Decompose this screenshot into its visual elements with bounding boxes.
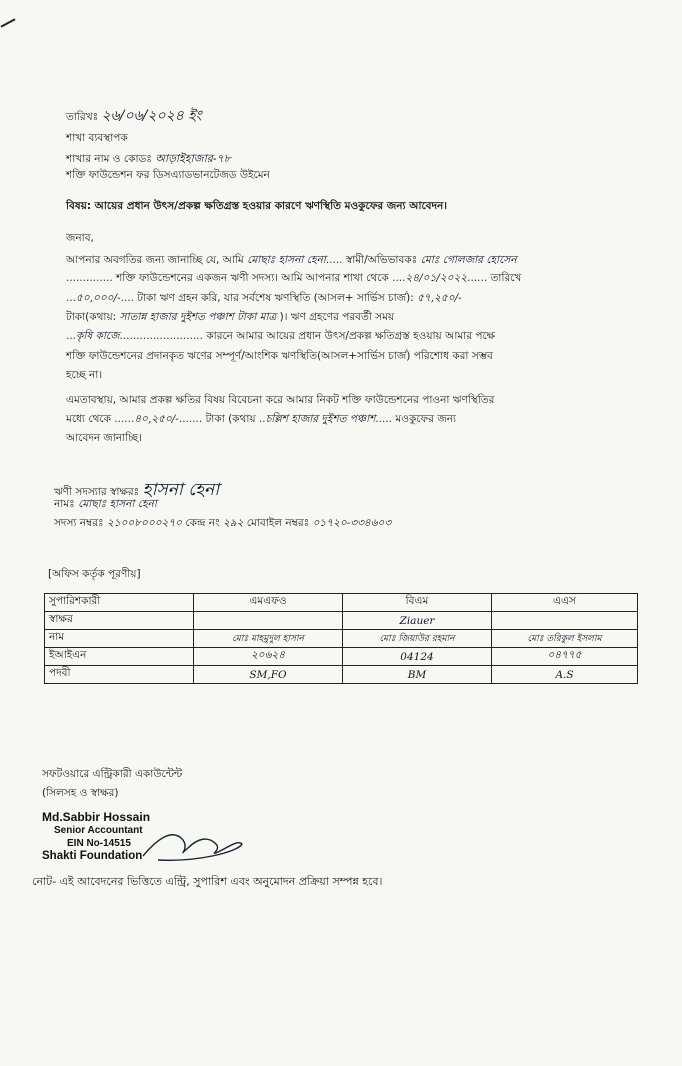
stamp-org: Shakti Foundation (42, 850, 143, 862)
table-cell (492, 612, 638, 630)
outstanding-words-field: সাতান্ন হাজার দুইশত পঞ্চাশ টাকা মাত্র (119, 311, 277, 323)
outstanding-field: ৫৭,২৫০/- (417, 292, 462, 304)
reason-field: কৃষি কাজে (76, 330, 120, 342)
body-text: )। ঋণ গ্রহণের পরবর্তী সময় (279, 311, 395, 323)
center-label: কেন্দ্র নং (185, 517, 220, 529)
body-text: তারিখে (490, 272, 522, 284)
row-label: স্বাক্ষর (45, 612, 194, 630)
body-line-6: শক্তি ফাউন্ডেশনের প্রদানকৃত ঋণের সম্পূর্ণ/আংশিক ঋণস্থিতি(আসল+সার্ভিস চার্জ) পরিশোধ করা সম্ভব (66, 350, 493, 362)
table-header: সুপারিশকারী (45, 594, 194, 612)
member-no-label: সদস্য নম্বরঃ (54, 517, 104, 529)
table-header: বিএম (343, 594, 492, 612)
body-line-8: এমতাবস্থায়, আমার প্রকল্প ক্ষতির বিষয় বিবেচনা করে আমার নিকট শক্তি ফাউন্ডেশনের পাওনা ঋণস্থিতির (66, 394, 495, 406)
stamp-name: Md.Sabbir Hossain (42, 810, 151, 824)
table-row (45, 612, 638, 630)
table-row (45, 630, 638, 648)
accountant-seal-note: (সিলসহ ও স্বাক্ষর) (42, 787, 119, 799)
mobile-label: মোবাইল নম্বরঃ (246, 517, 310, 529)
stamp-ein: EIN No-14515 (67, 838, 131, 849)
table-cell: ২০৬২৪ (194, 648, 343, 666)
body-text: টাকা ঋণ গ্রহন করি, যার সর্বশেষ ঋণস্থিতি (আসল+ সার্ভিস চার্জ): (137, 292, 414, 304)
table-cell: A.S (492, 666, 638, 684)
body-line-7: হচ্ছে না। (66, 369, 103, 381)
member-name-line (54, 497, 157, 514)
table-cell: 04124 (343, 648, 492, 666)
body-text: টাকা(কথায়: (66, 311, 117, 323)
table-cell (194, 612, 343, 630)
table-cell: মোঃ তরিকুল ইসলাম (492, 630, 638, 648)
body-text: স্বামী/অভিভাবকঃ (345, 254, 418, 266)
table-cell: ০৪৭৭৫ (492, 648, 638, 666)
row-label: নাম (45, 630, 194, 648)
table-row (45, 666, 638, 684)
member-no-value: ২১০০৮০০০২৭০ (106, 517, 183, 529)
branch-line (66, 150, 231, 169)
branch-label: শাখার নাম ও কোডঃ (66, 153, 152, 165)
greeting: জনাব, (66, 232, 94, 244)
table-cell: মোঃ মাহমুদুল হাসান (194, 630, 343, 648)
body-line-3: ...৫০,০০০/-.... টাকা ঋণ গ্রহন করি, যার সর্বশেষ ঋণস্থিতি (আসল+ সার্ভিস চার্জ): ৫৭,২৫০/- (66, 292, 462, 304)
waiver-amount-field: ৪০,২৫০/- (134, 413, 179, 425)
table-header: এমএফও (194, 594, 343, 612)
footer-note: নোট- এই আবেদনের ভিত্তিতে এন্ট্রি, সুপারিশ এবং অনুমোদন প্রক্রিয়া সম্পন্ন হবে। (32, 875, 383, 888)
table-cell: BM (343, 666, 492, 684)
body-text: মধ্যে থেকে (66, 413, 111, 425)
branch-value: আড়াইহাজার-৭৮ (155, 152, 231, 165)
recipient-line: শাখা ব্যবস্থাপক (66, 132, 128, 144)
member-name-value: মোছাঃ হাসনা হেনা (78, 498, 157, 510)
subject-line: বিষয়: আয়ের প্রধান উৎস/প্রকল্প ক্ষতিগ্রস্ত হওয়ার কারণে ঋণস্থিতি মওকুফের জন্য আবেদন। (66, 200, 448, 212)
table-header: এএস (492, 594, 638, 612)
recommendation-table (44, 593, 638, 684)
body-line-9: মধ্যে থেকে ......৪০,২৫০/-....... টাকা (কথায় ..চল্লিশ হাজার দুইশত পঞ্চাশ..... মওকুফের জন্য (66, 413, 457, 425)
member-signature: হাসনা হেনা (142, 480, 220, 500)
date-line (66, 104, 202, 128)
table-row (45, 648, 638, 666)
table-cell: মোঃ জিয়াউর রহমান (343, 630, 492, 648)
body-text: শক্তি ফাউন্ডেশনের একজন ঋণী সদস্য। আমি আপনার শাখা থেকে (116, 272, 389, 284)
center-value: ২৯২ (222, 517, 244, 529)
office-use-label: [অফিস কর্তৃক পূরণীয়] (48, 568, 141, 580)
body-line-10: আবেদন জানাচ্ছি। (66, 432, 142, 444)
row-label: পদবী (45, 666, 194, 684)
name-label: নামঃ (54, 498, 75, 510)
date-label: তারিখঃ (66, 111, 99, 123)
accountant-signature (138, 818, 248, 868)
body-text: আপনার অবগতির জন্য জানাচ্ছি যে, আমি (66, 254, 244, 266)
member-id-line (54, 516, 391, 533)
table-header-row (45, 594, 638, 612)
waiver-words-field: চল্লিশ হাজার দুইশত পঞ্চাশ (265, 413, 376, 425)
body-text: কারনে আমার আয়ের প্রধান উৎস/প্রকল্প ক্ষতিগ্রস্ত হওয়ায় আমার পক্ষে (206, 330, 496, 342)
loan-amount-field: ৫০,০০০/- (76, 292, 121, 304)
body-line-5: ...কৃষি কাজে......................... কারনে আমার আয়ের প্রধান উৎস/প্রকল্প ক্ষতিগ্রস্ত হওয়ায় আমার পক্ষে (66, 330, 496, 342)
mobile-value: ০১৭২০-৩৩৪৬০৩ (312, 517, 392, 529)
body-line-1: আপনার অবগতির জন্য জানাচ্ছি যে, আমি মোছাঃ হাসনা হেনা..... স্বামী/অভিভাবকঃ মোঃ গোলজার হোসেন (66, 254, 517, 266)
row-label: ইআইএন (45, 648, 194, 666)
accountant-label: সফটওয়ারে এন্ট্রিকারী একাউন্টেন্ট (42, 768, 183, 780)
body-line-4 (66, 310, 394, 327)
body-text: মওকুফের জন্য (395, 413, 457, 425)
guardian-name-field: মোঃ গোলজার হোসেন (420, 254, 517, 266)
scan-corner-mark (0, 18, 15, 27)
sign-label: ঋণী সদস্যার স্বাক্ষরঃ (54, 486, 140, 498)
stamp-title: Senior Accountant (54, 825, 143, 836)
loan-date-field: ২৪/০১/২০২২ (405, 272, 468, 284)
body-text: টাকা (কথায় (205, 413, 256, 425)
member-name-field: মোছাঃ হাসনা হেনা (247, 254, 326, 266)
table-cell: SM,FO (194, 666, 343, 684)
organization-line: শক্তি ফাউন্ডেশন ফর ডিসএ্যাডভানটেজড উইমেন (66, 169, 270, 181)
table-cell: Ziauer (343, 612, 492, 630)
date-value: ২৬/০৬/২০২৪ ইং (101, 108, 202, 124)
body-line-2: .............. শক্তি ফাউন্ডেশনের একজন ঋণী সদস্য। আমি আপনার শাখা থেকে ....২৪/০১/২০২২...... তারিখে (66, 272, 522, 284)
